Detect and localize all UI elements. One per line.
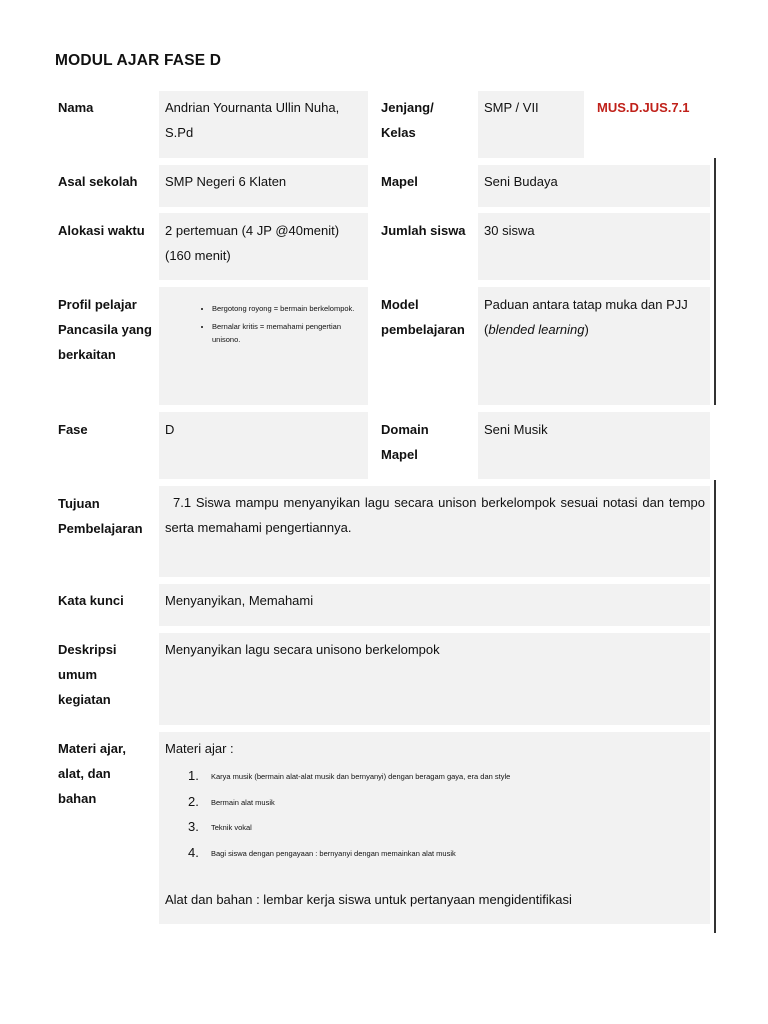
fase-value: D	[165, 422, 175, 437]
materi-item-text: Bagi siswa dengan pengayaan : bernyanyi dengan memainkan alat musik	[211, 848, 456, 858]
fase-label: Fase	[58, 422, 88, 437]
jenjang-value: SMP / VII	[484, 100, 539, 115]
materi-label: Materi ajar, alat, dan bahan	[58, 741, 126, 806]
materi-item-num: 4.	[188, 844, 199, 860]
kata-kunci-value: Menyanyikan, Memahami	[165, 593, 314, 608]
materi-item-text: Teknik vokal	[211, 823, 252, 832]
jumlah-value: 30 siswa	[484, 223, 535, 238]
materi-item-text: Bermain alat musik	[211, 797, 275, 807]
nama-value: Andrian Yournanta Ullin Nuha, S.Pd	[165, 100, 340, 140]
model-value-italic: blended learning	[488, 322, 585, 337]
asal-label: Asal sekolah	[58, 174, 138, 189]
mapel-value: Seni Budaya	[484, 174, 558, 189]
model-label: Model pembelajaran	[381, 297, 465, 337]
profil-bullet: • Bergotong royong = bermain berkelompok.	[212, 302, 362, 315]
mapel-label: Mapel	[381, 174, 418, 189]
alokasi-label: Alokasi waktu	[58, 223, 145, 238]
deskripsi-label: Deskripsi umum kegiatan	[58, 642, 117, 707]
materi-item	[165, 843, 705, 869]
materi-item-num: 2.	[188, 793, 199, 809]
materi-list	[165, 766, 705, 868]
profil-label: Profil pelajar Pancasila yang berkaitan	[58, 297, 152, 362]
table-border-right	[714, 158, 716, 405]
materi-item	[165, 766, 705, 792]
materi-item-num: 3.	[188, 819, 199, 834]
model-value-text: Paduan antara tatap muka dan PJJ	[484, 297, 688, 312]
domain-value: Seni Musik	[484, 422, 548, 437]
domain-label: Domain Mapel	[381, 422, 429, 462]
kata-kunci-label: Kata kunci	[58, 593, 124, 608]
deskripsi-value: Menyanyikan lagu secara unisono berkelompok	[165, 642, 440, 657]
table-border-right-lower	[714, 480, 716, 933]
alokasi-value: 2 pertemuan (4 JP @40menit) (160 menit)	[165, 223, 340, 263]
module-code: MUS.D.JUS.7.1	[597, 100, 690, 115]
jenjang-label: Jenjang/ Kelas	[381, 100, 434, 140]
materi-item-text: Karya musik (bermain alat-alat musik dan bernyanyi) dengan beragam gaya, era dan style	[211, 772, 511, 781]
page-title: MODUL AJAR FASE D	[55, 52, 222, 69]
nama-label: Nama	[58, 100, 94, 115]
materi-heading: Materi ajar :	[165, 741, 234, 756]
alat-bahan-value: Alat dan bahan : lembar kerja siswa untuk pertanyaan mengidentifikasi	[165, 892, 572, 907]
jumlah-label: Jumlah siswa	[381, 223, 466, 238]
materi-item	[165, 792, 705, 818]
tujuan-label: Tujuan Pembelajaran	[58, 496, 143, 536]
profil-bullet: • Bernalar kritis = memahami pengertian unisono.	[212, 320, 362, 346]
materi-item	[165, 817, 705, 843]
tujuan-value: 7.1 Siswa mampu menyanyikan lagu secara unison berkelompok sesuai notasi dan tempo serta memahami pengertiannya.	[165, 495, 705, 535]
asal-value: SMP Negeri 6 Klaten	[165, 174, 287, 189]
profil-bullet-list	[172, 302, 362, 351]
materi-item-num: 1.	[188, 768, 199, 783]
model-value: Paduan antara tatap muka dan PJJ (blended learning)	[484, 297, 688, 337]
